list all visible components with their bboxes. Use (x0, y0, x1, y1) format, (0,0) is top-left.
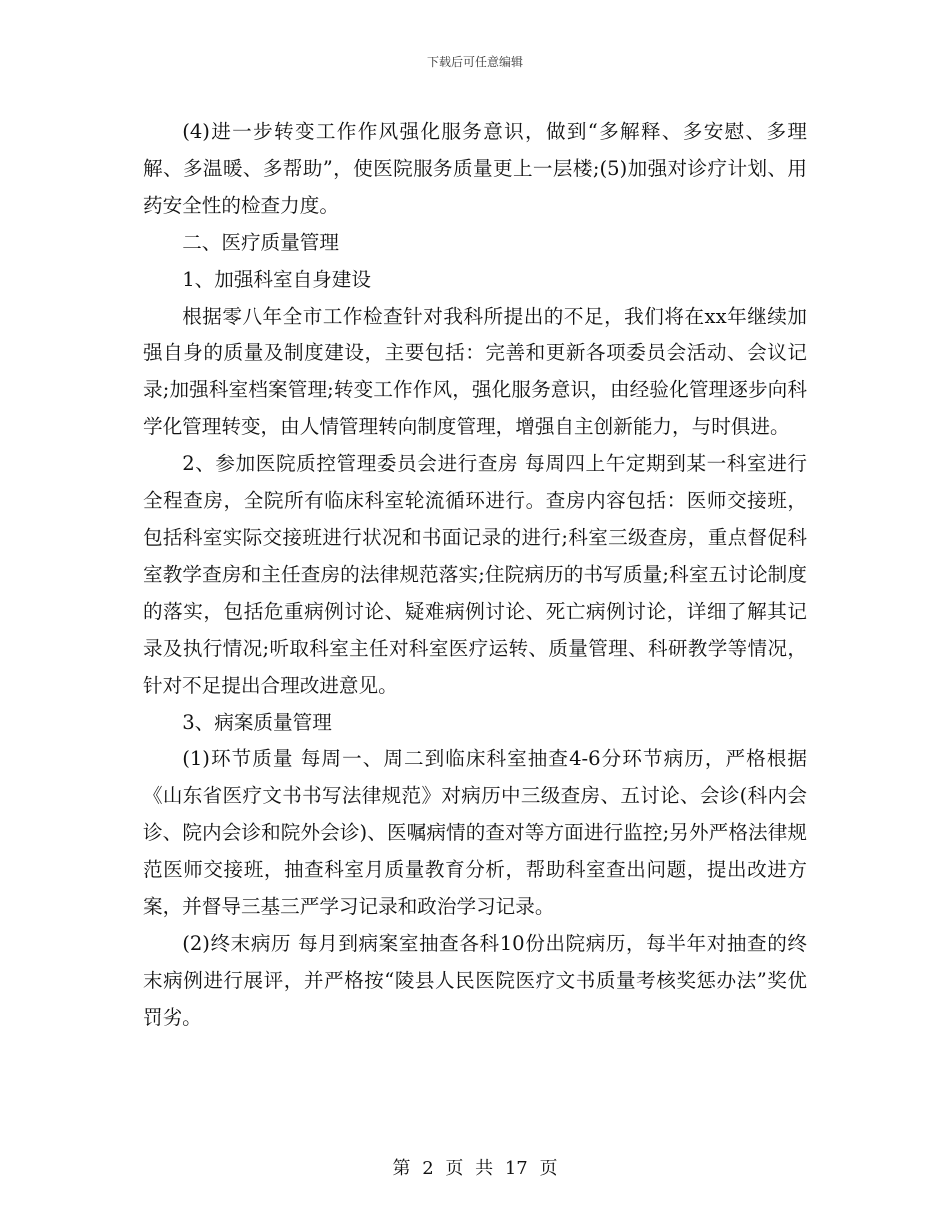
document-body (143, 114, 807, 1037)
paragraph-service-improvement: (4)进一步转变工作作风强化服务意识，做到“多解释、多安慰、多理解、多温暖、多帮助”，使医院服务质量更上一层楼;(5)加强对诊疗计划、用药安全性的检查力度。 (143, 120, 807, 217)
subheading-department-construction: 1、加强科室自身建设 (182, 267, 371, 291)
paragraph-department-construction: 根据零八年全市工作检查针对我科所提出的不足，我们将在xx年继续加强自身的质量及制度建设，主要包括：完善和更新各项委员会活动、会议记录;加强科室档案管理;转变工作作风，强化服务意识，由经验化管理逐步向科学化管理转变，由人情管理转向制度管理，增强自主创新能力，与时俱进。 (143, 304, 807, 439)
page-number: 第 2 页 共 17 页 (392, 1158, 558, 1179)
page-header: 下载后可任意编辑 (426, 55, 523, 69)
subheading-medical-record-quality: 3、病案质量管理 (182, 710, 332, 734)
section-heading-quality-management: 二、医疗质量管理 (182, 230, 339, 254)
paragraph-final-records: (2)终末病历 每月到病案室抽查各科10份出院病历，每半年对抽查的终末病例进行展评，并严格按“陵县人民医院医疗文书质量考核奖惩办法”奖优罚劣。 (143, 931, 807, 1029)
paragraph-ward-rounds: 2、参加医院质控管理委员会进行查房 每周四上午定期到某一科室进行全程查房，全院所有临床科室轮流循环进行。查房内容包括：医师交接班，包括科室实际交接班进行状况和书面记录的进行;科室三级查房，重点督促科室教学查房和主任查房的法律规范落实;住院病历的书写质量;科室五讨论制度的落实，包括危重病例讨论、疑难病例讨论、死亡病例讨论，详细了解其记录及执行情况;听取科室主任对科室医疗运转、质量管理、科研教学等情况，针对不足提出合理改进意见。 (143, 452, 807, 697)
paragraph-process-quality: (1)环节质量 每周一、周二到临床科室抽查4-6分环节病历，严格根据《山东省医疗文书书写法律规范》对病历中三级查房、五讨论、会诊(科内会诊、院内会诊和院外会诊)、医嘱病情的查对等方面进行监控;另外严格法律规范医师交接班，抽查科室月质量教育分析，帮助科室查出问题，提出改进方案，并督导三基三严学习记录和政治学习记录。 (143, 747, 807, 919)
